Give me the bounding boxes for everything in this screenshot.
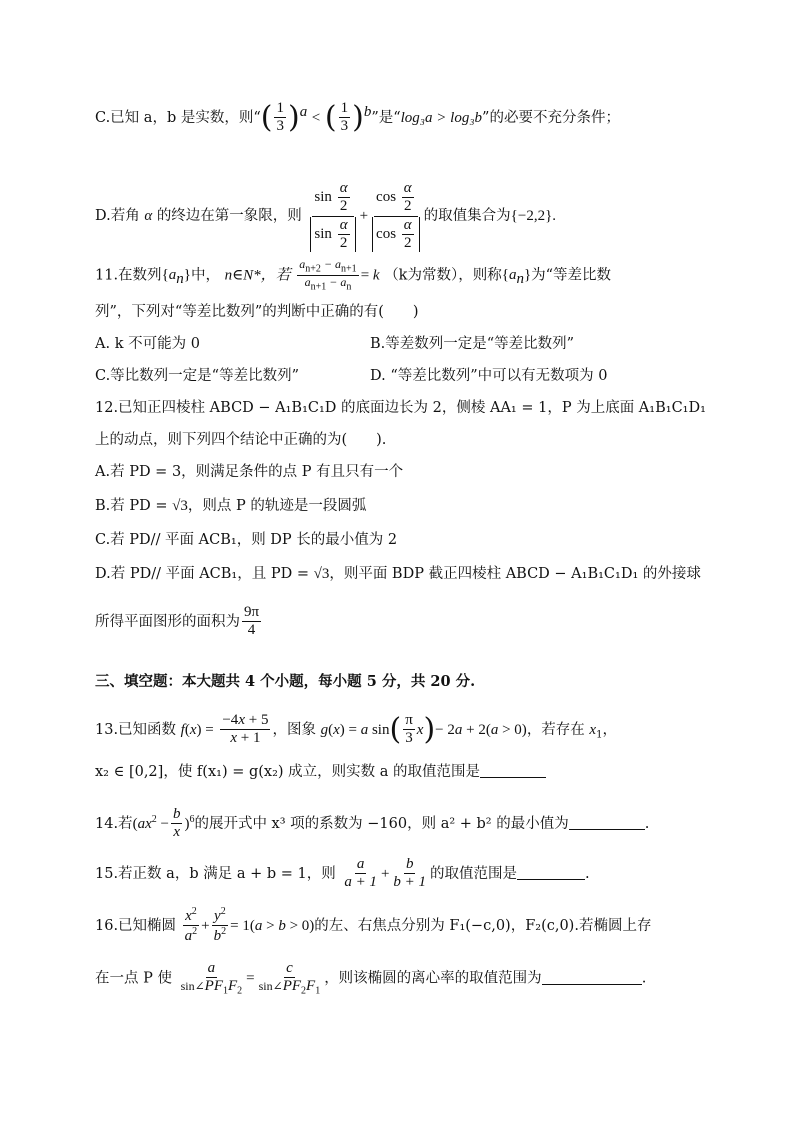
q10-c-log: log₃a > log₃b	[400, 109, 483, 126]
q10-d-start: D.若角	[95, 208, 140, 224]
q16-b: 的左、右焦点分别为 F₁(−c,0)，F₂(c,0).若椭圆上存	[314, 917, 652, 934]
q14-b: 的展开式中 x³ 项的系数为 −160，则 a² + b² 的最小值为	[194, 815, 569, 832]
q16-a: 16.已知椭圆	[95, 917, 177, 934]
q10-c-mid: ”是“	[371, 109, 401, 126]
q12-option-d-line2	[95, 604, 263, 640]
q14-a: 14.若	[95, 815, 133, 832]
q11-c: n∈N*，若	[224, 267, 291, 284]
q13-c: ，若存在	[526, 721, 585, 738]
q15-b: 的取值范围是	[430, 865, 518, 882]
q11-option-d: D. “等差比数列”中可以有无数项为 0	[370, 368, 608, 384]
q10-d-set: {−2,2}.	[510, 208, 557, 224]
q12-d-line2: 所得平面图形的面积为	[95, 613, 240, 630]
q10-d-end: 的取值集合为	[423, 208, 511, 224]
q11-d: （k为常数），则称	[384, 267, 502, 284]
q13-b: ，图象	[272, 721, 316, 738]
q13-answer-blank[interactable]	[480, 763, 546, 778]
q11-option-a: A. k 不可能为 0	[95, 336, 200, 352]
q12-line2: 上的动点，则下列四个结论中正确的为( ).	[95, 432, 387, 448]
q15-answer-blank[interactable]	[517, 865, 585, 880]
q10-d-frac-sin: sin $\frac{\alpha}{2}$ sin $\frac{\alpha}{2}$	[308, 180, 357, 252]
q13-line2	[95, 762, 546, 782]
q15-line: 15.若正数 a，b 满足 a + b = 1，则 $\frac{a}{a + 1}$ + $\frac{b}{b + 1}$ 的取值范围是 .	[95, 856, 590, 891]
q14-answer-blank[interactable]	[569, 815, 645, 830]
q10-c-end: ”的必要不充分条件；	[482, 109, 620, 126]
q10-d-frac-cos: cos $\frac{\alpha}{2}$ cos $\frac{\alpha}{2}$	[370, 180, 422, 252]
q11-line2: 列”，下列对“等差比数列”的判断中正确的有( )	[95, 304, 419, 320]
q12-option-c: C.若 PD// 平面 ACB₁，则 DP 长的最小值为 2	[95, 532, 398, 548]
q11-option-b: B.等差数列一定是“等差比数列”	[370, 336, 575, 352]
q11-e: 为“等差比数	[531, 267, 612, 284]
q12-line1: 12.已知正四棱柱 ABCD − A₁B₁C₁D 的底面边长为 2，侧棱 AA₁ = 1，P 为上底面 A₁B₁C₁D₁	[95, 400, 706, 416]
q16-line2-b: ，则该椭圆的离心率的取值范围为	[324, 970, 542, 987]
q15-a: 15.若正数 a，b 满足 a + b = 1，则	[95, 865, 336, 882]
q11-line1: 11.在数列$\{a_n\}$中， n∈N*，若 $\frac{a_{n+2} - a_{n+1}}{a_{n+1} - a_n}$ = k （k为常数），则称$\{a_n\}$为“等差比数	[95, 257, 612, 293]
q16-answer-blank[interactable]	[542, 970, 642, 985]
q13-a: 13.已知函数	[95, 721, 177, 738]
q11-a: 11.在数列	[95, 267, 162, 284]
section-3-heading: 三、填空题：本大题共 4 个小题，每小题 5 分，共 20 分.	[95, 673, 476, 690]
q16-line2-a: 在一点 P 使	[95, 970, 172, 987]
q12-option-d	[95, 564, 701, 584]
q14-line: 14.若($ax^2$ − $\frac{b}{x}$ )$^6$的展开式中 x³ 项的系数为 −160，则 a² + b² 的最小值为 .	[95, 806, 650, 841]
q16-line2: 在一点 P 使 $\frac{a}{\sin\angle PF_1F_2}$ = $\frac{c}{\sin\angle PF_2F_1}$ ，则该椭圆的离心率的取值范围为 .	[95, 960, 647, 997]
q12-d-a: D.若 PD// 平面 ACB₁，且 PD =	[95, 566, 309, 582]
q12-b-a: B.若 PD =	[95, 498, 168, 514]
q13-line1: 13.已知函数 f(x) = $\frac{-4x + 5}{x + 1}$ ，图象 g(x) = a sin( $\frac{\pi}{3}$ x)− 2a + 2(a > 0)，若存在 $x_1$，	[95, 711, 617, 747]
q11-b: 中，	[190, 267, 220, 284]
q12-b-sqrt: √3	[172, 498, 188, 514]
q10-d-mid: 的终边在第一象限，则	[156, 208, 302, 224]
q11-option-c: C.等比数列一定是“等差比数列”	[95, 368, 300, 384]
q12-option-b	[95, 496, 366, 516]
q11-frac: $\frac{a_{n+2} - a_{n+1}}{a_{n+1} - a_n}$	[299, 257, 357, 293]
q12-d-b: ，则平面 BDP 截正四棱柱 ABCD − A₁B₁C₁D₁ 的外接球	[329, 566, 701, 582]
q12-frac-9pi-4: $\frac{9\pi}{4}$	[244, 604, 260, 639]
q10-option-d: D.若角 α 的终边在第一象限，则 sin $\frac{\alpha}{2}$ sin $\frac{\alpha}{2}$ + cos $\frac{\alpha}{2}$ cos $\frac{\alpha}{2}$ 的取值集合为{−2,2}.	[95, 180, 557, 251]
q10-c-text: C.已知 a，b 是实数，则“	[95, 109, 261, 126]
q12-d-sqrt: √3	[313, 566, 330, 582]
q10-option-c: C.已知 a，b 是实数，则“( $\frac{1}{3}$ )$^a$ < ( $\frac{1}{3}$ )$^b$”是“log₃a > log₃b”的必要不充分条件；	[95, 99, 620, 135]
q12-b-b: ，则点 P 的轨迹是一段圆弧	[187, 498, 367, 514]
q12-option-a: A.若 PD = 3，则满足条件的点 P 有且只有一个	[95, 464, 404, 480]
q13-line2-text: x₂ ∈ [0,2]，使 f(x₁) = g(x₂) 成立，则实数 a 的取值范围是	[95, 764, 481, 780]
q16-line1: 16.已知椭圆 $\frac{x^2}{a^2}$ + $\frac{y^2}{b^2}$ = 1(a > b > 0)的左、右焦点分别为 F₁(−c,0)，F₂(c,0).若椭圆上存	[95, 906, 652, 945]
